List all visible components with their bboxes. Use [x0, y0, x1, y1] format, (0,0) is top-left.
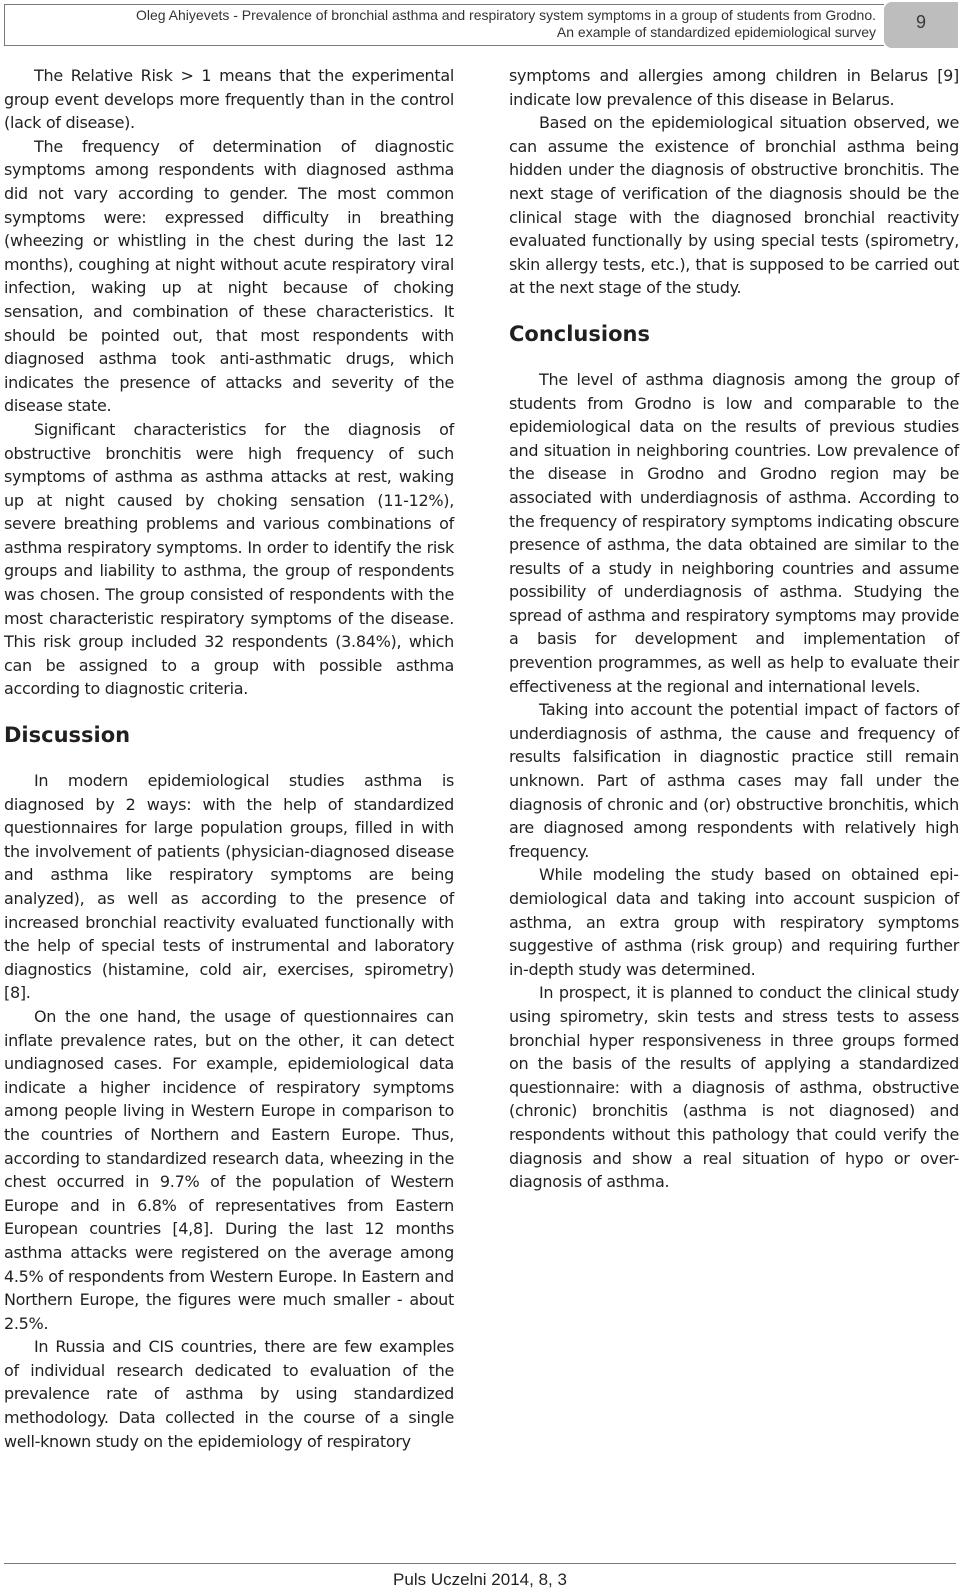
section-heading-conclusions: Conclusions	[509, 321, 650, 346]
paragraph: The Relative Risk > 1 means that the experimental group event develops more frequently than in the control (lack of disease).	[4, 66, 454, 133]
paragraph: In modern epidemiological studies asthma is diagnosed by 2 ways: with the help of standardized questionnaires for large population groups, filled in with the involvement of patients (physician-diagnosed disease and asthma like respiratory symptoms are being analyzed), as well as according to the presence of increased bronchial reactivity evaluated functionally with the help of special tests of instrumental and laboratory diagnostics (histamine, cold air, exercises, spirometry) [8].	[4, 771, 454, 1003]
paragraph: While modeling the study based on obtained epidemiological data and taking into account suspicion of asthma, an extra group with respiratory symptoms suggestive of asthma (risk group) and requiring further in-depth study was determined.	[509, 865, 959, 979]
paragraph: On the one hand, the usage of questionnaires can inflate prevalence rates, but on the other, it can detect undiagnosed cases. For example, epidemiological data indicate a higher incidence of respiratory symptoms among people living in Western Europe in comparison to the countries of Northern and Eastern Europe. Thus, according to standardized research data, wheezing in the chest occurred in 9.7% of the population of Western Europe and in 6.8% of representatives from Eastern European countries [4,8]. During the last 12 months asthma attacks were registered on the average among 4.5% of respondents from Western Europe. In Eastern and Northern Europe, the figures were much smaller - about 2.5%.	[4, 1006, 454, 1333]
paragraph: The frequency of determination of diagnostic symptoms among respondents with diagnosed asthma did not vary according to gender. The most common symptoms were: expressed difficulty in breathing (wheezing or whistling in the chest during the last 12 months), coughing at night without acute respiratory viral infection, waking up at night because of choking sensation, and combination of these characteristics. It should be pointed out, that most respondents with diagnosed asthma took anti-asthmatic drugs, which indicates the presence of attacks and severity of the disease state.	[4, 136, 454, 416]
paragraph: In Russia and CIS countries, there are few examples of individual research dedicated to evaluation of the prevalence rate of asthma by using standardized methodology. Data collected in the course of a single well-known study on the epidemiology of respiratory	[4, 1337, 454, 1451]
running-header	[0, 0, 960, 48]
section-heading-discussion: Discussion	[4, 723, 131, 748]
paragraph: The level of asthma diagnosis among the group of students from Grodno is low and comparable to the epidemiological data on the results of previous studies and situation in neighboring countries. Low prevalence of the disease in Grodno and Grodno region may be associated with underdiagnosis of asthma. According to the frequency of respiratory symptoms indicating obscure presence of asthma, the data obtained are similar to the results of a study in neighboring countries and assume possibility of underdiagnosis of asthma. Studying the spread of asthma and respiratory symptoms may provide a basis for development and implementation of prevention programmes, as well as help to evaluate their effectiveness at the regional and international levels.	[509, 369, 959, 696]
page-number: 9	[915, 12, 926, 32]
footer-rule	[4, 1563, 956, 1564]
header-title-line-1: Oleg Ahiyevets - Prevalence of bronchial asthma and respiratory system symptoms in a group of students from Grodno.	[135, 7, 876, 23]
header-title-line-2: An example of standardized epidemiological survey	[556, 24, 876, 40]
paragraph: symptoms and allergies among children in Belarus [9] indicate low prevalence of this disease in Belarus.	[509, 66, 959, 109]
paragraph: Based on the epidemiological situation observed, we can assume the existence of bronchial asthma being hidden under the diagnosis of obstructive bronchitis. The next stage of verification of the diagnosis should be the clinical stage with the diagnosed bronchial reactivity evaluated functionally by using special tests (spirometry, skin allergy tests, etc.), that is supposed to be carried out at the next stage of the study.	[509, 113, 959, 298]
header-title	[16, 7, 876, 41]
paragraph: Taking into account the potential impact of factors of underdiagnosis of asthma, the cause and frequency of results falsification in diagnostic practice still remain unknown. Part of asthma cases may fall under the diagnosis of chronic and (or) obstructive bronchitis, which are diagnosed among respondents with relatively high frequency.	[509, 700, 959, 861]
right-column	[509, 64, 959, 1194]
journal-footer: Puls Uczelni 2014, 8, 3	[393, 1570, 567, 1589]
paragraph: Significant characteristics for the diagnosis of obstructive bronchitis were high frequency of such symptoms of asthma as asthma attacks at rest, waking up at night caused by choking sensation (11-12%), severe breathing problems and various combinations of asthma respiratory symptoms. In order to identify the risk groups and liability to asthma, the group of respondents was chosen. The group consisted of respondents with the most characteristic respiratory symptoms of the disease. This risk group included 32 respondents (3.84%), which can be assigned to a group with possible asthma according to diagnostic criteria.	[4, 419, 454, 699]
paragraph: In prospect, it is planned to conduct the clinical study using spirometry, skin tests and stress tests to assess bronchial hyper responsiveness in three groups formed on the basis of the results of applying a standardized questionnaire: with a diagnosis of asthma, obstructive (chronic) bronchitis (asthma is not diagnosed) and respondents without this pathology that could verify the diagnosis and show a real situation of hypo or over-diagnosis of asthma.	[509, 983, 959, 1192]
left-column	[4, 64, 454, 1453]
